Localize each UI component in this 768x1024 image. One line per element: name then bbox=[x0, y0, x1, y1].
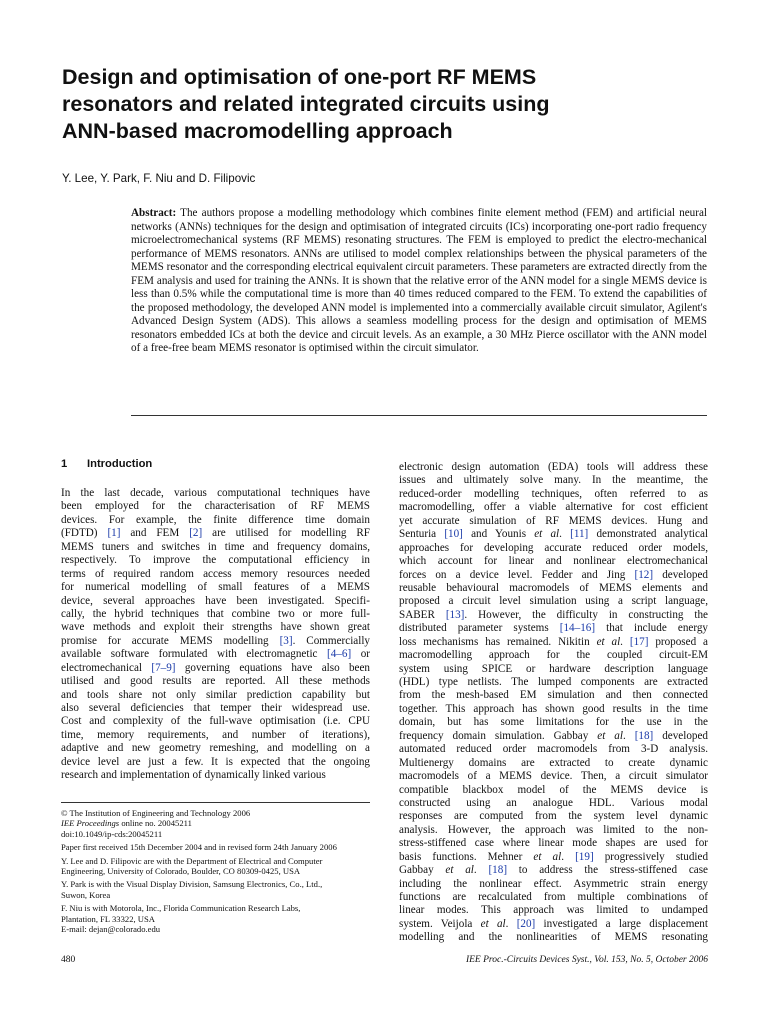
body-text-line: linear modes. This approach was limited to undamped bbox=[399, 904, 708, 917]
section-title: Introduction bbox=[87, 458, 153, 470]
body-text-line: electronic design automation (EDA) tools will address these bbox=[399, 461, 708, 473]
section-heading bbox=[61, 458, 370, 472]
footnotes bbox=[61, 808, 370, 934]
body-text-line: respectively. To improve the computational efficiency in bbox=[61, 554, 370, 567]
body-text-line: Senturia [10] and Younis et al. [11] demonstrated analytical bbox=[399, 528, 708, 541]
body-text-line: modelling and the nonlinearities of MEMS resonating bbox=[399, 931, 708, 944]
copyright-note bbox=[61, 808, 370, 818]
body-text-line: SABER [13]. However, the difficulty in constructing the bbox=[399, 608, 708, 621]
copyright-icon: © bbox=[61, 808, 68, 818]
body-text-line: compatible blackbox model of the MEMS device is bbox=[399, 783, 708, 796]
body-text-line: utilised and good results are reported. All these methods bbox=[61, 675, 370, 688]
proceedings-note bbox=[61, 818, 370, 828]
doi-note: doi:10.1049/ip-cds:20045211 bbox=[61, 828, 163, 839]
copyright-text: The Institution of Engineering and Technology 2006 bbox=[69, 808, 251, 818]
body-text-line: basis functions. Mehner et al. [19] progressively studied bbox=[399, 850, 709, 863]
affiliation-line: Y. Lee and D. Filipovic are with the Department of Electrical and Computer bbox=[61, 855, 323, 866]
body-text-line: electromechanical [7–9] governing equations have also been bbox=[61, 661, 370, 674]
body-text-line: In the last decade, various computational techniques have bbox=[61, 487, 370, 499]
body-text-line: adaptive and new geometry remeshing, and modelling on a bbox=[61, 742, 370, 755]
body-text-line: wave methods and exploit their strengths have shown great bbox=[61, 621, 370, 634]
body-text-line: stress-stiffened case where linear mode shapes are used for bbox=[399, 837, 708, 850]
body-text-line: system. Veijola et al. [20] investigated a large displacement bbox=[399, 917, 708, 930]
body-text-line: time, memory requirements, and number of iterations), bbox=[61, 728, 370, 741]
affiliation-line: F. Niu is with Motorola, Inc., Florida Communication Research Labs, bbox=[61, 903, 301, 914]
section-number: 1 bbox=[61, 458, 68, 470]
body-text-line: macromodels of a MEMS device. Then, a circuit simulator bbox=[399, 770, 708, 783]
abstract bbox=[131, 207, 707, 356]
abstract-text: The authors propose a modelling methodology which combines finite element method (FEM) and artificial neural networks (ANNs) techniques for the design and optimisation of integrated circuits (ICs) incorporating one-port radio frequency microelectromechanical systems (RF MEMS) resonating structures. The FEM is employed to predict the electro-mechanical performance of MEMS resonators. ANNs are utilised to model complex relationships between the physical parameters of the MEMS resonator and the corresponding electrical equivalent circuit parameters. These parameters are extracted directly from the FEM analysis and used for training the ANNs. It is shown that the relative error of the ANN model for a single MEMS device is less than 0.5% while the computational time is more than 40 times reduced compared to the FEM. To extend the capabilities of the proposed methodology, the developed ANN model is implemented into a commercially available circuit simulator, Agilent's Advanced Design System (ADS). This allows a seamless modelling process for the design and optimisation of MEMS resonators embedded ICs at both the device and circuit levels. As an example, a 30 MHz Pierce oscillator with the ANN model of a free-free beam MEMS resonator is optimised within the circuit simulator. bbox=[131, 207, 707, 355]
body-text-line: device level are just a few. It is expected that the ongoing bbox=[61, 755, 370, 768]
body-text-line: cally, the hybrid techniques that combine two or more full- bbox=[61, 607, 370, 620]
body-text-line: been employed for the characterisation of RF MEMS bbox=[61, 500, 370, 513]
body-text-line: from the mesh-based EM simulation and then connected bbox=[399, 689, 708, 702]
body-text-line: forces on a device level. Fedder and Jing [12] developed bbox=[399, 568, 708, 581]
received-note: Paper first received 15th December 2004 and in revised form 24th January 2006 bbox=[61, 842, 337, 853]
body-text-line: together. This approach has shown good results in the time bbox=[399, 702, 708, 715]
body-text-line: terms of required random access memory resources needed bbox=[61, 567, 370, 580]
body-text-line: approaches for developing accurate reduced order models, bbox=[399, 541, 708, 554]
body-text-line: including the nonlinear effect. Asymmetric strain energy bbox=[399, 877, 708, 890]
body-text-line: research and implementation of dynamically linked various bbox=[61, 769, 326, 782]
body-text-line: macromodelling approach for the coupled circuit-EM bbox=[399, 649, 708, 662]
abstract-divider bbox=[131, 415, 707, 416]
body-text-line: Multienergy domains are extracted to create dynamic bbox=[399, 756, 708, 769]
body-text-line: system using SPICE or hardware description language bbox=[399, 662, 708, 675]
body-text-line: device, several approaches have been investigated. Specifi- bbox=[61, 594, 370, 607]
title-line: Design and optimisation of one-port RF MEMS bbox=[62, 65, 537, 89]
body-text-line: and tools share not only similar prediction capability but bbox=[61, 688, 370, 701]
body-text-line: loss mechanisms has remained. Nikitin et al. [17] proposed a bbox=[399, 635, 709, 648]
affiliation-line: Engineering, University of Colorado, Boulder, CO 80309-0425, USA bbox=[61, 866, 301, 877]
affiliation-line: Plantation, FL 33322, USA bbox=[61, 913, 155, 924]
abstract-label: Abstract: bbox=[131, 207, 177, 219]
body-text-line: yet accurate simulation of RF MEMS devices. Hung and bbox=[399, 514, 708, 527]
left-column bbox=[61, 458, 370, 783]
body-text-line: macromodelling, offer a viable alternative for cost efficient bbox=[399, 501, 708, 514]
body-text-line: automated reduced order macromodels from 3-D analysis. bbox=[399, 743, 708, 756]
body-text-line: also several deficiencies that temper their widespread use. bbox=[61, 702, 370, 714]
body-text-line: which account for linear and nonlinear electromechanical bbox=[399, 555, 708, 568]
body-text-line: MEMS tuners and switches in time and frequency domains, bbox=[61, 540, 370, 553]
body-text-line: domain, but has some limitations for the use in the bbox=[399, 716, 708, 729]
body-text-line: reduced-order modelling techniques, often referred to as bbox=[399, 487, 708, 500]
body-text-line: responses are computed from the system level dynamic bbox=[399, 810, 708, 823]
author-list: Y. Lee, Y. Park, F. Niu and D. Filipovic bbox=[62, 172, 256, 185]
body-text-line: (HDL) type netlists. The lumped components are extracted bbox=[399, 676, 708, 688]
body-text-line: for numerical modelling of small features of a MEMS bbox=[61, 581, 370, 594]
paper-title bbox=[62, 64, 722, 145]
right-column bbox=[399, 461, 708, 945]
body-text-line: devices. For example, the finite difference time domain bbox=[61, 513, 370, 526]
email-note: E-mail: dejan@colorado.edu bbox=[61, 924, 161, 935]
footnote-divider bbox=[61, 802, 370, 803]
proceedings-number: online no. 20045211 bbox=[121, 818, 192, 829]
body-text-line: (FDTD) [1] and FEM [2] are utilised for modelling RF bbox=[61, 527, 371, 540]
affiliation-line: Suwon, Korea bbox=[61, 889, 111, 900]
body-text-line: proposed a circuit level simulation using a script language, bbox=[399, 595, 708, 608]
body-text-line: functions are recalculated from multiple combinations of bbox=[399, 891, 708, 903]
body-text-line: promise for accurate MEMS modelling [3]. Commercially bbox=[61, 634, 370, 647]
body-text-line: Cost and complexity of the full-wave optimisation (i.e. CPU bbox=[61, 715, 370, 728]
page-number: 480 bbox=[61, 955, 76, 965]
title-line: ANN-based macromodelling approach bbox=[62, 119, 453, 143]
body-text-line: issues and ultimately solve many. In the meantime, the bbox=[399, 474, 708, 487]
body-text-line: analysis. However, the approach was limited to the non- bbox=[399, 823, 708, 836]
body-text-line: distributed parameter systems [14–16] that include energy bbox=[399, 622, 708, 635]
body-text-line: reusable behavioural macromodels of MEMS elements and bbox=[399, 581, 708, 594]
body-text-line: constructed using an analogue HDL. Various modal bbox=[399, 796, 708, 809]
affiliation-line: Y. Park is with the Visual Display Division, Samsung Electronics, Co., Ltd., bbox=[61, 879, 323, 890]
journal-citation: IEE Proc.-Circuits Devices Syst., Vol. 153, No. 5, October 2006 bbox=[465, 955, 708, 965]
proceedings-name: IEE Proceedings bbox=[61, 818, 120, 829]
title-line: resonators and related integrated circuits using bbox=[62, 92, 550, 116]
body-text-line: frequency domain simulation. Gabbay et al. [18] developed bbox=[399, 729, 708, 742]
body-text-line: available software formulated with electromagnetic [4–6] or bbox=[61, 648, 370, 661]
body-text-line: Gabbay et al. [18] to address the stress-stiffened case bbox=[399, 864, 708, 877]
